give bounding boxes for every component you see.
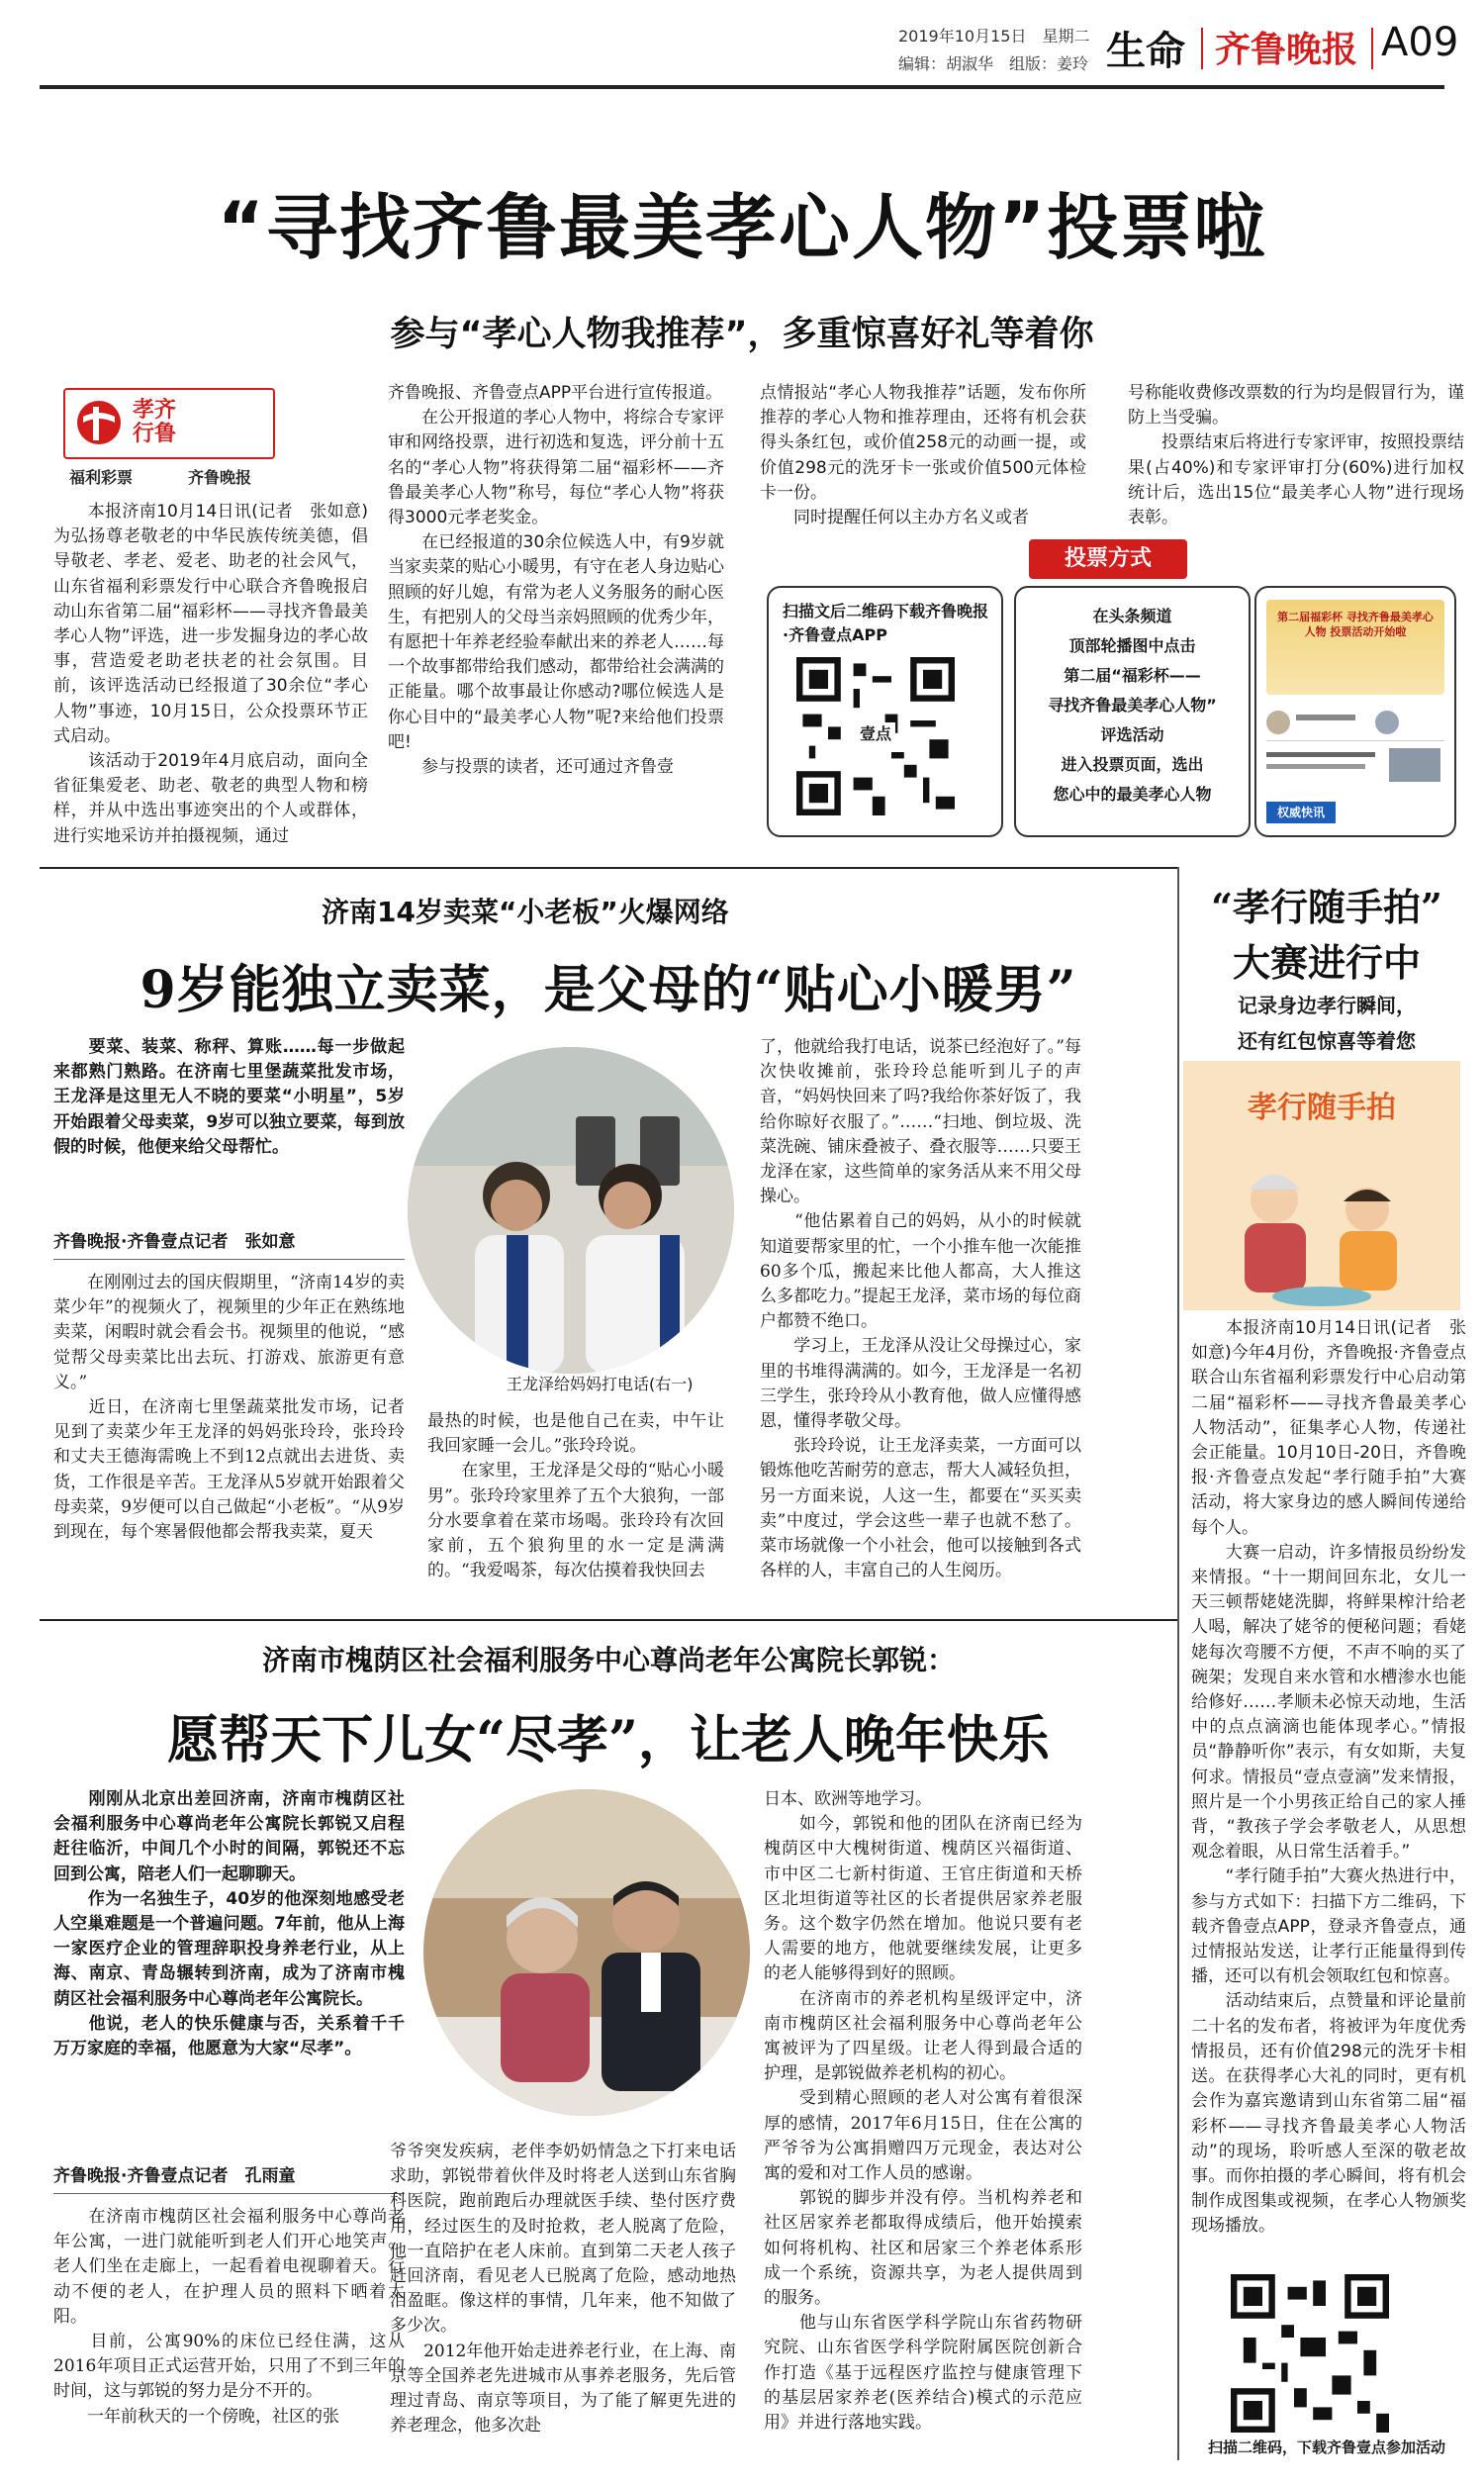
logo-left-label: 福利彩票 — [69, 468, 134, 487]
app-list-item — [1266, 705, 1444, 741]
article3-byline: 齐鲁晚报·齐鲁壹点记者 孔雨童 — [53, 2166, 296, 2186]
article2-column-1: 在刚刚过去的国庆假期里，“济南14岁的卖菜少年”的视频火了，视频里的少年正在熟练地卖菜，闲暇时就会看会书。视频里的他说，“感觉帮父母卖菜比出去玩、打游戏、旅游更有意义。” 近日，在济南七里堡蔬菜批发市场，记者见到了卖菜少年王龙泽的妈妈张玲玲，张玲玲和丈夫王德海需晚上不到12点就出去进货、卖货，工作很是辛苦。王龙泽从5岁就开始跟着父母卖菜，9岁便可以自己做起“小老板”。“从9岁到现在，每个寒暑假他都会帮我卖菜，夏天 — [53, 1273, 405, 1543]
vote-steps-line-3: 第二届“福彩杯—— — [1064, 666, 1201, 685]
article2-headline: 9岁能独立卖菜，是父母的“贴心小暖男” — [139, 960, 1077, 1020]
article3-lead: 刚刚从北京出差回济南，济南市槐荫区社会福利服务中心尊尚老年公寓院长郭锐又启程赶往临沂，中间几个小时的间隔，郭锐还不忘回到公寓，陪老人们一起聊聊天。 作为一名独生子，40岁的他深刻地感受老人空巢难题是一个普遍问题。7年前，他从上海一家医疗企业的管理辞职投身养老行业，从上海、南京、青岛辗转到济南，成为了济南市槐荫区社会福利服务中心尊尚老年公寓院长。 他说，老人的快乐健康与否，关系着千千万万家庭的幸福，他愿意为大家“尽孝”。 — [53, 1789, 405, 2059]
article3-byline-rule — [53, 2193, 405, 2194]
article1-bottom-rule — [40, 867, 1177, 869]
xiao-qi-xing-lu-logo — [63, 388, 275, 459]
filial-photo-poster — [1183, 1061, 1460, 1310]
editor-line: 编辑：胡淑华 组版：姜玲 — [898, 54, 1089, 73]
article2-lead: 要菜、装菜、称秤、算账……每一步做起来都熟门熟路。在济南七里堡蔬菜批发市场，王龙泽是这里无人不晓的要菜“小明星”，5岁开始跟着父母卖菜，9岁可以独立要菜，每到放假的时候，他便来给父母帮忙。 — [53, 1037, 405, 1157]
date-line: 2019年10月15日 星期二 — [898, 27, 1090, 46]
logo-right-label: 齐鲁晚报 — [188, 468, 252, 487]
sidebar-qr-code-icon — [1231, 2274, 1389, 2433]
vote-steps-line-1: 在头条频道 — [1092, 607, 1172, 625]
poster-title: 孝行随手拍 — [1248, 1091, 1396, 1125]
sidebar-title-1: “孝行随手拍” — [1211, 885, 1442, 929]
article2-column-2: 最热的时候，也是他自己在卖，中午让我回家睡一会儿。”张玲玲说。 在家里，王龙泽是父母的“贴心小暖男”。张玲玲家里养了五个大狼狗，一部分水要拿着在菜市场喝。张玲玲有次回家前，五个狼狗里的水一定是满满的。“我爱喝茶，每次估摸着我快回去 — [427, 1411, 724, 1581]
qr-center-label: 壹点 — [856, 722, 895, 746]
masthead-divider — [1201, 28, 1203, 69]
article1-column-4: 号称能收费修改票数的行为均是假冒行为，谨防上当受骗。 投票结束后将进行专家评审，按照投票结果(占40%)和专家评审打分(60%)进行加权统计后，选出15位“最美孝心人物”进行现场表彰。 — [1128, 383, 1464, 528]
director-with-elder-photo — [423, 1789, 750, 2116]
article3-column-1: 在济南市槐荫区社会福利服务中心尊尚老年公寓，一进门就能听到老人们开心地笑声。老人们坐在走廊上，一起看着电视聊着天。行动不便的老人，在护理人员的照料下晒着太阳。 目前，公寓90%的床位已经住满，这从2016年项目正式运营开始，只用了不到三年的时间，这与郭锐的努力是分不开的。 一年前秋天的一个傍晚，社区的张 — [53, 2207, 405, 2427]
vote-steps-line-2: 顶部轮播图中点击 — [1068, 636, 1196, 655]
vote-card-qr — [767, 586, 1003, 837]
article1-subhead: 参与“孝心人物我推荐”，多重惊喜好礼等着你 — [390, 315, 1094, 354]
article2-bottom-rule — [40, 1619, 1177, 1621]
page-number: A09 — [1381, 20, 1459, 65]
vote-card-qr-text: 扫描文后二维码下载齐鲁晚报·齐鲁壹点APP — [783, 602, 989, 644]
app-footer: 权威快讯 — [1266, 802, 1336, 823]
sidebar-title-2: 大赛进行中 — [1232, 940, 1421, 985]
article3-kicker: 济南市槐荫区社会福利服务中心尊尚老年公寓院长郭锐： — [261, 1644, 955, 1676]
vote-steps-line-5: 评选活动 — [1100, 725, 1164, 744]
article3-column-3: 日本、欧洲等地学习。 如今，郭锐和他的团队在济南已经为槐荫区中大槐树街道、槐荫区兴福街道、市中区二七新村街道、王官庄街道和天桥区北坦街道等社区的长者提供居家养老服务。这个数字仍然在增加。他说只要有老人需要的地方，他就要继续发展，让更多的老人能够得到好的照顾。 在济南市的养老机构星级评定中，济南市槐荫区社会福利服务中心尊尚老年公寓被评为了四星级。让老人得到最合适的护理，是郭锐做养老机构的初心。 受到精心照顾的老人对公寓有着很深厚的感情，2017年6月15日，住在公寓的严爷爷为公寓捐赠四万元现金，表达对公寓的爱和对工作人员的感谢。 郭锐的脚步并没有停。当机构养老和社区居家养老都取得成绩后，他开始摸索如何将机构、社区和居家三个养老体系形成一个系统，资源共享，为老人提供周到的服务。 他与山东省医学科学院山东省药物研究院、山东省医学科学院附属医院创新合作打造《基于远程医疗监控与健康管理下的基层居家养老(医养结合)模式的示范应用》并进行落地实践。 — [764, 1789, 1082, 2434]
article3-column-2: 爷爷突发疾病，老伴李奶奶情急之下打来电话求助，郭锐带着伙伴及时将老人送到山东省胸科医院，跑前跑后办理就医手续、垫付医疗费用，经过医生的及时抢救，老人脱离了危险，他一直陪护在老人床前。直到第二天老人孩子赶回济南，看见老人已脱离了危险，感动地热泪盈眶。像这样的事情，几年来，他不知做了多少次。 2012年他开始走进养老行业，在上海、南京等全国养老先进城市从事养老服务，先后管理过青岛、南京等项目，为了能了解更先进的养老理念，他多次赴 — [390, 2142, 736, 2437]
app-banner-title: 第二届福彩杯 寻找齐鲁最美孝心人物 投票活动开始啦 — [1277, 611, 1434, 638]
sidebar-sub-2: 还有红包惊喜等着您 — [1238, 1029, 1416, 1053]
article2-byline-rule — [53, 1259, 405, 1260]
article3-headline: 愿帮天下儿女“尽孝”，让老人晚年快乐 — [167, 1710, 1050, 1770]
app-news-item — [1266, 748, 1444, 788]
sidebar-body: 本报济南10月14日讯(记者 张如意)今年4月份，齐鲁晚报·齐鲁壹点联合山东省福利彩票发行中心启动第二届“福彩杯——寻找齐鲁最美孝心人物活动”，征集孝心人物，传递社会正能量。10月10日-20日，齐鲁晚报·齐鲁壹点发起“孝行随手拍”大赛活动，将大家身边的感人瞬间传递给每个人。 大赛一启动，许多情报员纷纷发来情报。“十一期间回东北，女儿一天三顿帮姥姥洗脚，将鲜果榨汁给老人喝，解决了姥爷的便秘问题；看姥姥每次弯腰不方便，不声不响的买了碗架；发现自来水管和水槽渗水也能给修好……孝顺未必惊天动地，生活中的点点滴滴也能体现孝心。”情报员“静静听你”表示，有女如斯，夫复何求。情报员“壹点壹滴”发来情报，照片是一个小男孩正给自己的家人捶背，“教孩子学会孝敬老人，从思想观念着眼，从日常生活着手。” “孝行随手拍”大赛火热进行中，参与方式如下：扫描下方二维码，下载齐鲁壹点APP，登录齐鲁壹点，通过情报站发送，让孝行正能量得到传播，还可以有机会领取红包和惊喜。 活动结束后，点赞量和评论量前二十名的发布者，将被评为年度优秀情报员，还有价值298元的洗牙卡相送。在获得孝心大礼的同时，更有机会作为嘉宾邀请到山东省第二届“福彩杯——寻找齐鲁最美孝心人物活动”的现场，聆听感人至深的敬老故事。而你拍摄的孝心瞬间，将有机会制作成图集或视频，在孝心人物颁奖现场播放。 — [1191, 1318, 1466, 2237]
sidebar-sub-1: 记录身边孝行瞬间， — [1238, 994, 1416, 1017]
sidebar-rule — [1177, 867, 1179, 2460]
article1-headline: “寻找齐鲁最美孝心人物”投票啦 — [217, 186, 1267, 269]
vote-steps-line-7: 您心中的最美孝心人物 — [1053, 785, 1212, 804]
vote-card-steps — [1014, 586, 1251, 837]
vote-steps-line-6: 进入投票页面，选出 — [1061, 755, 1204, 774]
article1-column-2: 齐鲁晚报、齐鲁壹点APP平台进行宣传报道。 在公开报道的孝心人物中，将综合专家评审和网络投票，进行初选和复选，评分前十五名的“孝心人物”将获得第二届“福彩杯——齐鲁最美孝心人物”称号，每位“孝心人物”将获得3000元孝老奖金。 在已经报道的30余位候选人中，有9岁就当家卖菜的贴心小暖男，有守在老人身边贴心照顾的好儿媳，有常为老人义务服务的耐心医生，有把别人的父母当亲妈照顾的优秀少年，有愿把十年养老经验奉献出来的养老人……每一个故事都带给我们感动，都带给社会满满的正能量。哪个故事最让你感动?哪位候选人是你心目中的“最美孝心人物”呢?来给他们投票吧! 参与投票的读者，还可通过齐鲁壹 — [388, 383, 724, 778]
masthead-divider-2 — [1371, 28, 1373, 69]
lottery-logo-icon — [73, 397, 125, 448]
vote-steps-line-4: 寻找齐鲁最美孝心人物” — [1048, 696, 1217, 715]
vote-method-tab: 投票方式 — [1029, 539, 1187, 579]
vote-card-app-screenshot — [1254, 586, 1456, 837]
article2-byline: 齐鲁晚报·齐鲁壹点记者 张如意 — [53, 1232, 296, 1252]
newspaper-brand: 齐鲁晚报 — [1215, 29, 1358, 70]
article2-column-3: 了，他就给我打电话，说茶已经泡好了。”每次快收摊前，张玲玲总能听到儿子的声音，“妈妈快回来了吗?我给你茶好饭了，我给你晾好衣服了。”……“扫地、倒垃圾、洗菜洗碗、铺床叠被子、叠衣服等……只要王龙泽在家，这些简单的家务活从来不用父母操心。 “他估累着自己的妈妈，从小的时候就知道要帮家里的忙，一个小推车他一次能推60多个瓜，搬起来比他人都高，大人推这么多都吃力。”提起王龙泽，菜市场的每位商户都赞不绝口。 学习上，王龙泽从没让父母操过心，家里的书堆得满满的。如今，王龙泽是一名初三学生，张玲玲从小教育他，做人应懂得感恩，懂得孝敬父母。 张玲玲说，让王龙泽卖菜，一方面可以锻炼他吃苦耐劳的意志，帮大人减轻负担，另一方面来说，人这一生，都要在“买买卖卖”中度过，学会这些一辈子也就不愁了。菜市场就像一个小社会，他可以接触到各式各样的人，丰富自己的人生阅历。 — [760, 1037, 1081, 1581]
section-name: 生命 — [1106, 29, 1185, 74]
article1-column-1: 本报济南10月14日讯(记者 张如意)为弘扬尊老敬老的中华民族传统美德，倡导敬老、孝老、爱老、助老的社会风气，山东省福利彩票发行中心联合齐鲁晚报启动山东省第二届“福彩杯——寻找齐鲁最美孝心人物”评选，进一步发掘身边的孝心故事，营造爱老助老扶老的社会氛围。目前，该评选活动已经报道了30余位“孝心人物”事迹，10月15日，公众投票环节正式启动。 该活动于2019年4月底启动，面向全省征集爱老、助老、敬老的典型人物和榜样，并从中选出事迹突出的个人或群体，进行实地采访并拍摄视频，通过 — [53, 502, 368, 846]
sidebar-qr-caption: 扫描二维码，下载齐鲁壹点参加活动 — [1207, 2438, 1445, 2456]
boy-phone-photo — [408, 1047, 734, 1374]
photo-caption: 王龙泽给妈妈打电话(右一) — [507, 1375, 694, 1393]
article1-column-3: 点情报站“孝心人物我推荐”话题，发布你所推荐的孝心人物和推荐理由，还将有机会获得头条红包，或价值258元的动画一提，或价值298元的洗牙卡一张或价值500元体检卡一份。 同时提醒任何以主办方名义或者 — [760, 383, 1086, 528]
article2-kicker: 济南14岁卖菜“小老板”火爆网络 — [322, 896, 729, 928]
masthead-rule — [40, 85, 1444, 89]
logo-title: 孝齐行鲁 — [133, 397, 177, 446]
app-banner — [1266, 600, 1444, 695]
